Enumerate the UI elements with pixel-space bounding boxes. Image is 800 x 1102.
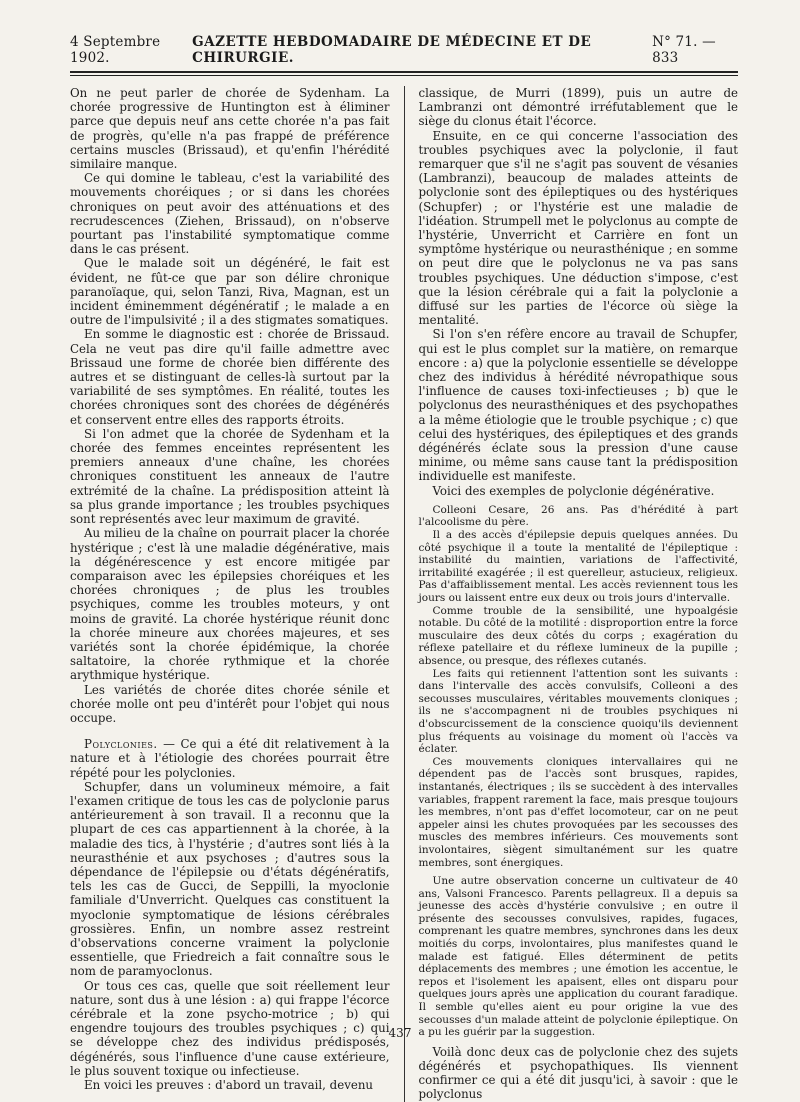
header-rule-thin [70,75,738,76]
observation-paragraph: Comme trouble de la sensibilité, une hypoalgésie notable. Du côté de la motilité : disproportion entre la force musculaire des deux côtés du corps ; exagération du réflexe patellaire et du réflexe lumineux de la pupille ; absence, ou presque, des réflexes cutanés. [418,604,739,668]
section-heading: Polyclonies. [84,737,158,752]
closing-paragraph: Voilà donc deux cas de polyclonie chez des sujets dégénérés et psychopathiques. Ils viennent confirmer ce qui a été dit jusqu'ici, à savoir : que le polyclonus [418,1044,739,1102]
right-column [419,86,739,1102]
page-number: N° 71. — 833 [652,34,716,66]
paragraph: Ce qui domine le tableau, c'est la variabilité des mouvements choréiques ; or si dans les chorées chroniques on peut avoir des atténuations et des recrudescences (Ziehen, Brissaud), on n'observe pourtant pas l'instabilité symptomatique comme dans le cas présent. [70,171,390,257]
observation-2: Une autre observation concerne un cultivateur de 40 ans, Valsoni Francesco. Parents pellagreux. Il a depuis sa jeunesse des accès d'hystérie convulsive ; en outre il présente des secousses convulsives, rapides, fugaces, comprenant les quatre membres, synchrones dans les deux moitiés du corps, involontaires, plus manifestes quand le malade est fatigué. Elles déterminent de petits déplacements des membres ; une émotion les accentue, le repos et l'isolement les apaisent, elles ont disparu pour quelques jours après une application du courant faradique. Il semble qu'elles aient eu pour origine la vue des secousses d'un malade atteint de polyclonie épileptique. On a pu les guérir par la suggestion. [418,875,739,1039]
header-rule [70,71,738,73]
paragraph: Si l'on admet que la chorée de Sydenham et la chorée des femmes enceintes représentent les premiers anneaux d'une chaîne, les chorées chroniques constituent les anneaux de l'autre extrémité de la chaîne. La prédisposition atteint là sa plus grande importance ; les troubles psychiques sont représentés avec leur maximum de gravité. [70,426,390,527]
section-paragraph [70,737,390,780]
folio: 437 [388,1026,412,1040]
observation-paragraph: Il a des accès d'épilepsie depuis quelques années. Du côté psychique il a toute la mentalité de l'épileptique : instabilité du maintien, variations de l'affectivité, irritabilité exagérée ; il est querelleur, astucieux, religieux. Pas d'affaiblissement mental. Les accès reviennent tous les jours ou laissent entre eux deux ou trois jours d'intervalle. [418,529,739,605]
paragraph: classique, de Murri (1899), puis un autre de Lambranzi ont démontré irréfutablement que le siège du clonus était l'écorce. [418,86,739,129]
header-date: 4 Septembre 1902. [70,34,161,66]
running-header [70,34,738,70]
observation-paragraph: Ces mouvements cloniques intervallaires qui ne dépendent pas de l'accès sont brusques, rapides, instantanés, électriques ; ils se succèdent à des intervalles variables, frappent rarement la face, mais presque toujours les membres, n'ont pas d'effet locomoteur, car on ne peut appeler ainsi les chutes provoquées par les secousses des muscles des membres inférieurs. Ces mouvements sont involontaires, siègent simultanément sur les quatre membres, sont énergiques. [418,755,739,869]
paragraph: Schupfer, dans un volumineux mémoire, a fait l'examen critique de tous les cas de polyclonie parus antérieurement à son travail. Il a reconnu que la plupart de ces cas appartiennent à la chorée, à la maladie des tics, à l'hystérie ; d'autres sont liés à la neurasthénie et aux psychoses ; d'autres sous la dépendance de l'épilepsie ou d'états dégénératifs, tels les cas de Gucci, de Seppilli, la myoclonie familiale d'Unverricht. Quelques cas constituent la myoclonie symptomatique de lésions cérébrales grossières. Enfin, un nombre assez restreint d'observations concerne vraiment la polyclonie essentielle, que Friedreich a fait connaître sous le nom de paramyoclonus. [70,779,390,979]
journal-title: GAZETTE HEBDOMADAIRE DE MÉDECINE ET DE CHIRURGIE. [192,34,592,66]
section-text: — Ce qui a été dit relativement à la nature et à l'étiologie des chorées pourrait être répété pour les polyclonies. [70,737,390,780]
observation-paragraph: Les faits qui retiennent l'attention sont les suivants : dans l'intervalle des accès convulsifs, Colleoni a des secousses musculaires, véritables mouvements cloniques ; ils ne s'accompagnent ni de troubles psychiques ni d'obscurcissement de la conscience quoiqu'ils deviennent plus fréquents au voisinage du moment où l'accès va éclater. [418,667,739,756]
left-column [70,86,390,1102]
paragraph: Voici des exemples de polyclonie dégénérative. [432,483,715,498]
paragraph: Ensuite, en ce qui concerne l'association des troubles psychiques avec la polyclonie, il faut remarquer que s'il ne s'agit pas souvent de vésanies (Lambranzi), beaucoup de malades atteints de polyclonie sont des épileptiques ou des hystériques (Schupfer) ; or l'hystérie est une maladie de l'idéation. Strumpell met le polyclonus au compte de l'hystérie, Unverricht et Carrière en font un symptôme hystérique ou neurasthénique ; en somme on peut dire que le polyclonus ne va pas sans troubles psychiques. Une déduction s'impose, c'est que la lésion cérébrale qui a fait la polyclonie a diffusé sur les parties de l'écorce où siège la mentalité. [418,128,739,328]
column-divider [404,86,405,1102]
observation-1 [419,504,739,1039]
paragraph: Si l'on s'en réfère encore au travail de Schupfer, qui est le plus complet sur la matière, on remarque encore : a) que la polyclonie essentielle se développe chez des individus à hérédité névropathique sous l'influence de causes toxi-infectieuses ; b) que le polyclonus des neurasthéniques et des psychopathes a la même étiologie que le trouble psychique ; c) que celui des hystériques, des épileptiques et des grands dégénérés éclate sous la pression d'une cause minime, ou même sans cause tant la prédisposition individuelle est manifeste. [418,327,739,484]
paragraph: On ne peut parler de chorée de Sydenham. La chorée progressive de Huntington est à éliminer parce que depuis neuf ans cette chorée n'a pas fait de progrès, qu'elle n'a pas frappé de préférence certains muscles (Brissaud), et qu'enfin l'hérédité similaire manque. [70,86,390,172]
text-columns [70,86,738,1102]
paragraph: En voici les preuves : d'abord un travail, devenu [84,1078,374,1093]
paragraph: Que le malade soit un dégénéré, le fait est évident, ne fût-ce que par son délire chronique paranoïaque, qui, selon Tanzi, Riva, Magnan, est un incident éminemment dégénératif ; le malade a en outre de l'impulsivité ; il a des stigmates somatiques. [70,256,390,328]
paragraph: En somme le diagnostic est : chorée de Brissaud. Cela ne veut pas dire qu'il faille admettre avec Brissaud une forme de chorée bien différente des autres et se distinguant de celles-là surtout par la variabilité de ses symptômes. En réalité, toutes les chorées chroniques sont des chorées de dégénérés et conservent entre elles des rapports étroits. [70,327,390,427]
paragraph: Or tous ces cas, quelle que soit réellement leur nature, sont dus à une lésion : a) qui frappe l'écorce cérébrale et la zone psycho-motrice ; b) qui engendre toujours des troubles psychiques ; c) qui se développe chez des individus prédisposés, dégénérés, sous l'influence d'une cause extérieure, le plus souvent toxique ou infectieuse. [70,978,390,1078]
paragraph: Les variétés de chorée dites chorée sénile et chorée molle ont peu d'intérêt pour l'objet qui nous occupe. [70,682,390,725]
observation-paragraph: Colleoni Cesare, 26 ans. Pas d'hérédité à part l'alcoolisme du père. [418,503,739,529]
paragraph: Au milieu de la chaîne on pourrait placer la chorée hystérique ; c'est là une maladie dégénérative, mais la dégénérescence y est encore mitigée par comparaison avec les épilepsies choréiques et les chorées chroniques ; de plus les troubles psychiques, comme les troubles moteurs, y ont moins de gravité. La chorée hystérique réunit donc la chorée mineure aux chorées majeures, et ses variétés sont la chorée épidémique, la chorée saltatoire, la chorée rythmique et la chorée arythmique hystérique. [70,526,390,683]
